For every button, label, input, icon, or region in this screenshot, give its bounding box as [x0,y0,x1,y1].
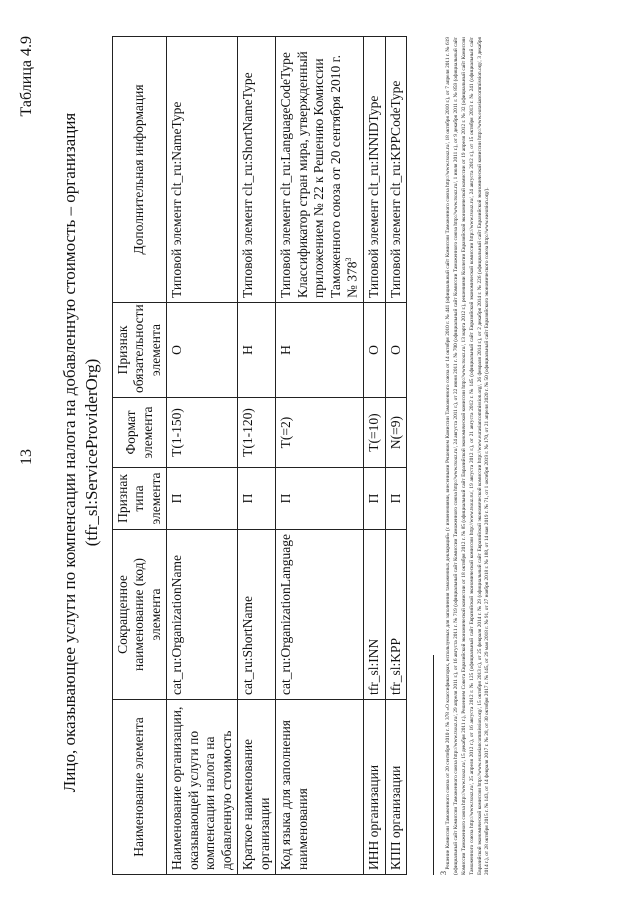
header-additional-info: Дополнительная информация [113,37,167,303]
cell-type: П [364,468,385,530]
cell-code: cat_ru:OrganizationLanguage [276,530,364,700]
cell-info-text: Типовой элемент clt_ru:ShortNameType [240,72,256,298]
cell-code: tfr_sl:INN [364,530,385,700]
footnote-divider [433,655,434,875]
footnote-ref: 3 [344,257,354,262]
footnote [438,37,492,875]
cell-required: О [364,303,385,398]
cell-name: ИНН организации [364,700,385,875]
footnote-text: Решение Комиссии Таможенного союза от 20 сентября 2010 г. № 378 «О классификаторах, используемых для заполнения таможенных деклараций» (с изменениями, внесенными Решением Комиссии Таможенного союза от 14 октября 2010 г. № 441 (официальный сайт Комиссии Таможенного союза http://www.tsouz.ru/, 18 октября 2010 г.), от 7 апреля 2011 г. № 619 (официальный сайт Комиссии Таможенного союза http://www.tsouz.ru/, 29 апреля 2011 г.), от 16 августа 2011 г. № 719 (официальный сайт Комиссии Таможенного союза http://www.tsouz.ru/, 24 августа 2011 г.), от 22 июня 2011 г. № 700 (официальный сайт Комиссии Таможенного союза http://www.tsouz.ru/, 1 июля 2011 г.), от 9 декабря 2011 г. № 859 (официальный сайт Комиссии Таможенного союза http://www.tsouz.ru/, 15 декабря 2011 г.), Решением Совета Евразийской экономической комиссии от 18 октября 2012 г. № 85 (официальный сайт Евразийской экономической комиссии http://www.tsouz.ru/, 13 марта 2012 г.), решениями Коллегии Евразийской экономической комиссии от 19 апреля 2012 г. № 32 (официальный сайт Комиссии Таможенного союза http://www.tsouz.ru/, 25 апреля 2012 г.), от 16 августа 2012 г. № 125 (официальный сайт Евразийской экономической комиссии http://www.tsouz.ru/, 19 августа 2012 г.), от 21 августа 2012 г. № 145 (официальный сайт Евразийской экономической комиссии http://www.tsouz.ru/, 24 августа 2012 г.), от 15 октября 2013 г. № 241 (официальный сайт Евразийской экономической комиссии http://www.eurasiancommission.org/, 15 октября 2013 г.), от 25 февраля 2014 г. № 29 (официальный сайт Евразийской экономической комиссии http://www.eurasiancommission.org/, 26 февраля 2014 г.), от 2 декабря 2014 г. № 226 (официальный сайт Евразийской экономической комиссии http://www.eurasiancommission.org/, 3 декабря 2014 г.), от 28 октября 2015 г. № 143, от 14 февраля 2017 г. № 28, от 30 октября 2017 г. № 145, от 29 мая 2018 г. № 91, от 27 ноября 2018 г. № 188, от 14 мая 2019 г. № 71, от 1 октября 2019 г. № 170, от 21 апреля 2020 г. № 50 (официальный сайт Евразийского экономического союза http://www.eaeunion.org/). [444,37,491,875]
cell-format: T(=2) [276,398,364,468]
table-subtitle: (tfr_sl:ServiceProviderOrg) [82,358,101,547]
cell-type: П [238,468,276,530]
cell-info-text: Типовой элемент clt_ru:INNIDType [366,95,382,298]
cell-name: КПП организации [385,700,406,875]
cell-type: П [276,468,364,530]
cell-name: Код языка для заполнения наименования [276,700,364,875]
cell-code: tfr_sl:KPP [385,530,406,700]
cell-info [276,37,364,303]
cell-format: N(=9) [385,398,406,468]
header-element-type: Признак типа элемента [113,468,167,530]
cell-name: Краткое наименование организации [238,700,276,875]
table-row [167,37,238,875]
table-row [276,37,364,875]
table-row [364,37,385,875]
cell-type: П [167,468,238,530]
table-row [385,37,406,875]
header-element-code: Сокращенное наименование (код) элемента [113,530,167,700]
cell-info [167,37,238,303]
cell-info-text: Типовой элемент clt_ru:NameType [169,101,185,298]
cell-required: Н [238,303,276,398]
header-element-name: Наименование элемента [113,700,167,875]
header-element-format: Формат элемента [113,398,167,468]
cell-required: О [385,303,406,398]
cell-info [364,37,385,303]
table-label: Таблица 4.9 [18,36,35,117]
footnote-marker: 3 [439,871,448,875]
cell-info [385,37,406,303]
cell-info-text: Типовой элемент clt_ru:LanguageCodeType Классификатор стран мира, утвержденный приложением № 22 к Решению Комиссии Таможенного союза от 20 сентября 2010 г. № 378 [278,51,360,298]
cell-format: T(1-120) [238,398,276,468]
cell-format: T(=10) [364,398,385,468]
cell-code: cat_ru:OrganizationName [167,530,238,700]
cell-required: О [167,303,238,398]
cell-info [238,37,276,303]
cell-required: Н [276,303,364,398]
cell-info-text: Типовой элемент clt_ru:KPPCodeType [387,80,403,298]
cell-code: cat_ru:ShortName [238,530,276,700]
table-header-row [113,37,167,875]
cell-type: П [385,468,406,530]
page-number: 13 [18,449,35,465]
table-title: Лицо, оказывающее услуги по компенсации налога на добавленную стоимость – организация [60,112,79,793]
header-element-required: Признак обязательности элемента [113,303,167,398]
table-row [238,37,276,875]
cell-name: Наименование организации, оказывающей услуги по компенсации налога на добавленную стоимость [167,700,238,875]
cell-format: T(1-150) [167,398,238,468]
elements-table [112,36,407,875]
